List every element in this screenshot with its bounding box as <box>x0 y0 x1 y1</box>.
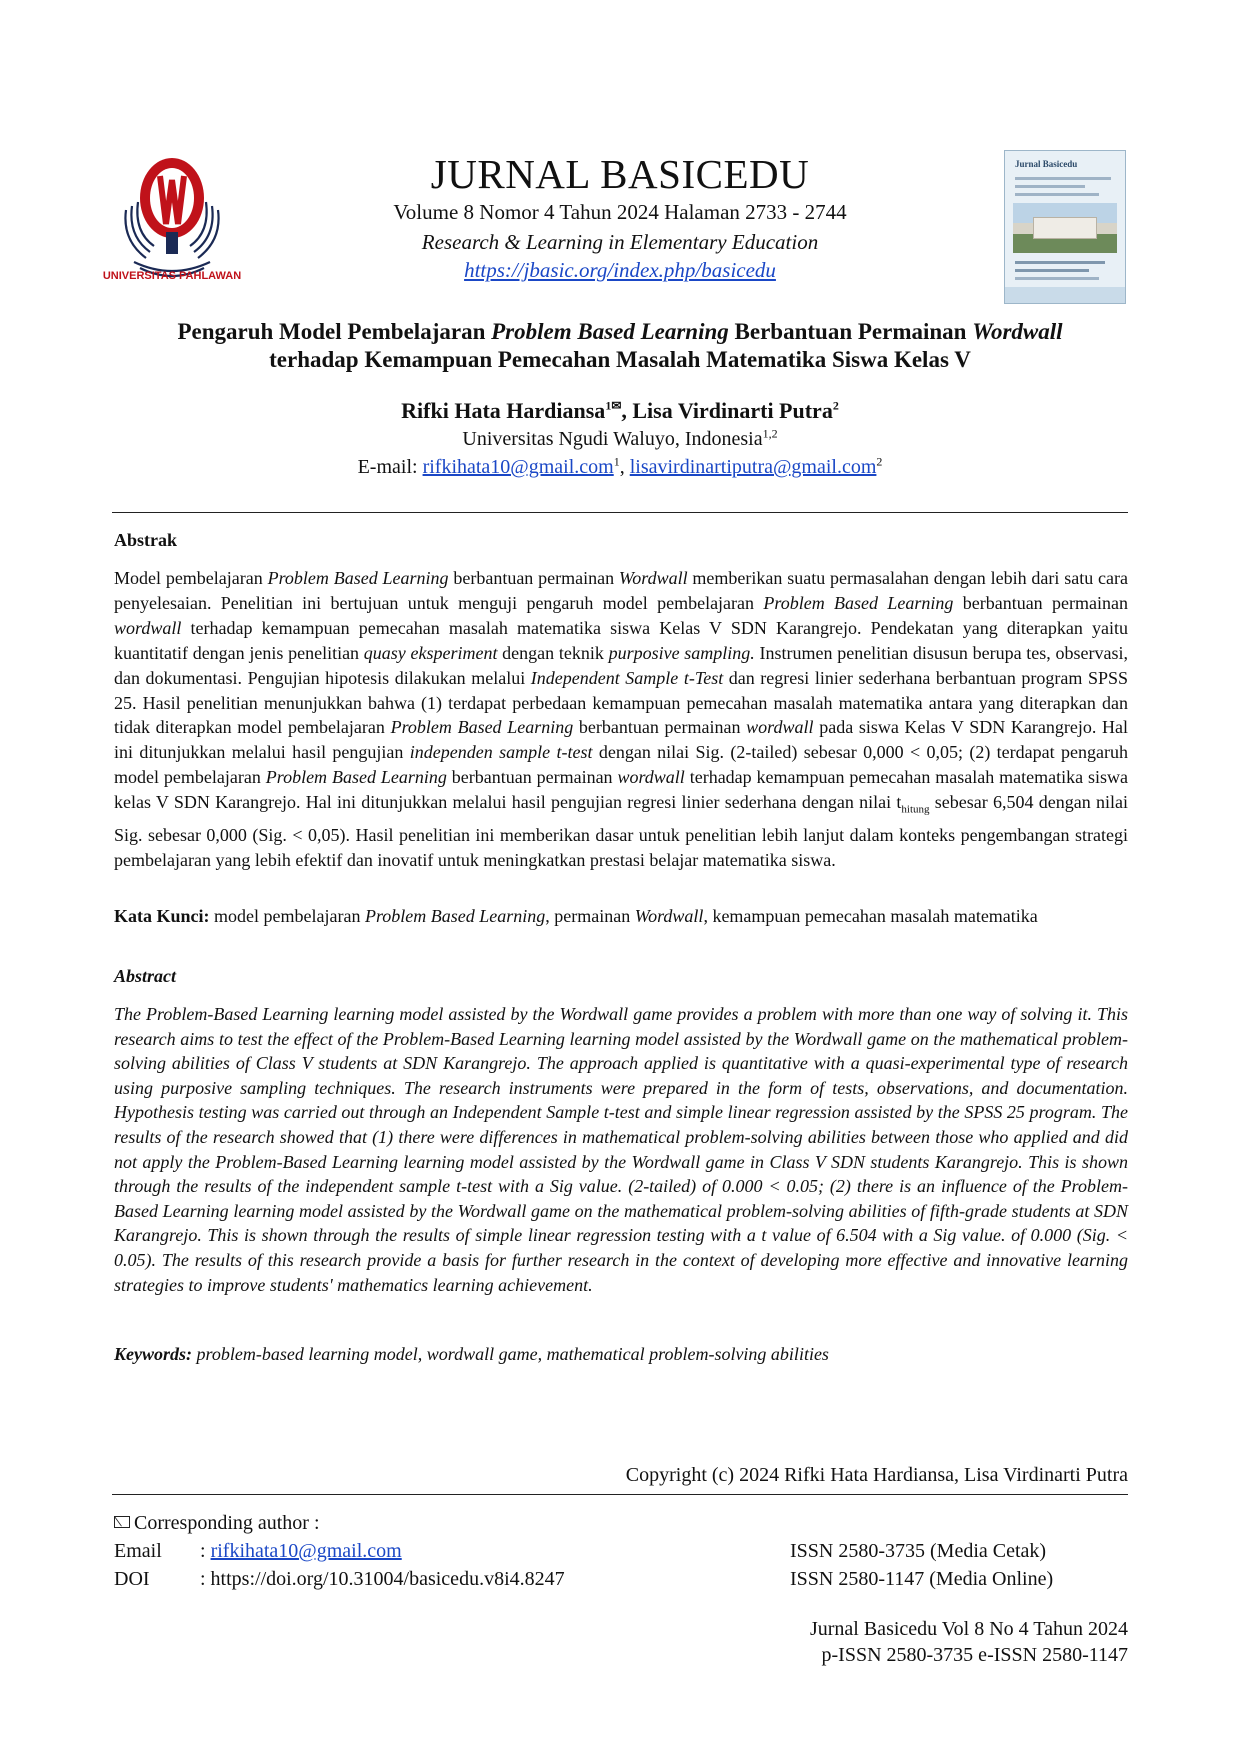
abstract-paragraph: The Problem-Based Learning learning model assisted by the Wordwall game provides a problem with more than one way of solving it. This research aims to test the effect of the Problem-Based Learning learning model assisted by the Wordwall game on the mathematical problem-solving abilities of Class V students at SDN Karangrejo. The approach applied is quantitative with a quasi-experimental type of research using purposive sampling techniques. The research instruments were prepared in the form of tests, observations, and documentation. Hypothesis testing was carried out through an Independent Sample t-test and simple linear regression assisted by the SPSS 25 program. The results of the research showed that (1) there were differences in mathematical problem-solving abilities between those who applied and did not apply the Problem-Based Learning learning model assisted by the Wordwall game in Class V SDN students Karangrejo. This is shown through the results of the independent sample t-test with a Sig value. (2-tailed) of 0.000 < 0.05; (2) there is an influence of the Problem-Based Learning learning model assisted by the Wordwall game on the mathematical problem-solving abilities of fifth-grade students at SDN Karangrejo. This is shown through the results of simple linear regression testing with a t value of 6.504 with a Sig value. of 0.000 (Sig. < 0.05). The results of this research provide a basis for further research in the context of developing more effective and innovative learning strategies to improve students' mathematics learning achievement. <box>114 1004 1128 1295</box>
author-emails: E-mail: rifkihata10@gmail.com$^1$, lisavirdinartiputra@gmail.com$^2$ <box>357 454 883 478</box>
email-link-1[interactable]: rifkihata10@gmail.com <box>422 456 614 478</box>
abstract-heading: Abstract <box>114 966 177 986</box>
logo-text: UNIVERSITAS PAHLAWAN <box>102 270 242 282</box>
abstrak-paragraph: Model pembelajaran Problem Based Learning berbantuan permainan Wordwall memberikan suatu permasalahan dengan lebih dari satu cara penyelesaian. Penelitian ini bertujuan untuk menguji pengaruh model pembelajaran Problem Based Learning berbantuan permainan wordwall terhadap kemampuan pemecahan masalah matematika siswa Kelas V SDN Karangrejo. Pendekatan yang diterapkan yaitu kuantitatif dengan jenis penelitian quasy eksperiment dengan teknik purposive sampling. Instrumen penelitian disusun berupa tes, observasi, dan dokumentasi. Pengujian hipotesis dilakukan melalui Independent Sample t-Test dan regresi linier sederhana berbantuan program SPSS 25. Hasil penelitian menunjukkan bahwa (1) terdapat perbedaan kemampuan pemecahan masalah matematika antara yang diterapkan dan tidak diterapkan model pembelajaran Problem Based Learning berbantuan permainan wordwall pada siswa Kelas V SDN Karangrejo. Hal ini ditunjukkan melalui hasil pengujian independen sample t-test dengan nilai Sig. (2-tailed) sebesar 0,000 < 0,05; (2) terdapat pengaruh model pembelajaran Problem Based Learning berbantuan permainan wordwall terhadap kemampuan pemecahan masalah matematika siswa kelas V SDN Karangrejo. Hal ini ditunjukkan melalui hasil pengujian regresi linier sederhana dengan nilai $t_{hitung}$ sebesar 6,504 dengan nilai Sig. sebesar 0,000 (Sig. < 0,05). Hasil penelitian ini memberikan dasar untuk penelitian lebih lanjut dalam konteks pengembangan strategi pembelajaran yang lebih efektif dan inovatif untuk meningkatkan prestasi belajar matematika siswa. <box>114 568 1128 870</box>
copyright-notice: Copyright (c) 2024 Rifki Hata Hardiansa, Lisa Virdinarti Putra <box>625 1464 1128 1486</box>
doi-value: : https://doi.org/10.31004/basicedu.v8i4.8247 <box>200 1568 565 1590</box>
affiliation: Universitas Ngudi Waluyo, Indonesia$^{1,2}$ <box>462 426 778 450</box>
author-2: Lisa Virdinarti Putra <box>632 398 833 423</box>
author-1: Rifki Hata Hardiansa <box>401 398 606 423</box>
author-list: Rifki Hata Hardiansa$^{1✉}$, Lisa Virdinarti Putra$^2$ <box>401 398 839 423</box>
corresponding-author: Corresponding author : <box>114 1512 320 1535</box>
envelope-icon <box>114 1516 130 1528</box>
journal-subtitle: Research & Learning in Elementary Education <box>421 230 819 254</box>
header-divider <box>112 512 1128 513</box>
corresponding-email-link[interactable]: rifkihata10@gmail.com <box>210 1540 402 1562</box>
doi-row: DOI : https://doi.org/10.31004/basicedu.v8i4.8247 <box>114 1568 565 1590</box>
email-link-2[interactable]: lisavirdinartiputra@gmail.com <box>629 456 877 478</box>
kata-kunci: Kata Kunci: model pembelajaran Problem Based Learning, permainan Wordwall, kemampuan pemecahan masalah matematika <box>114 906 1038 926</box>
corresponding-email-row: Email : rifkihata10@gmail.com <box>114 1540 402 1562</box>
abstrak-heading: Abstrak <box>114 530 178 550</box>
article-title: Pengaruh Model Pembelajaran Problem Based Learning Berbantuan Permainan Wordwall terhadap Kemampuan Pemecahan Masalah Matematika Siswa Kelas V <box>177 319 1063 372</box>
journal-volume-line: Volume 8 Nomor 4 Tahun 2024 Halaman 2733 - 2744 <box>393 200 847 224</box>
issn-footer-line: p-ISSN 2580-3735 e-ISSN 2580-1147 <box>821 1644 1128 1666</box>
keywords: Keywords: problem-based learning model, wordwall game, mathematical problem-solving abilities <box>114 1344 829 1364</box>
issn-online: ISSN 2580-1147 (Media Online) <box>790 1568 1054 1590</box>
issn-print: ISSN 2580-3735 (Media Cetak) <box>790 1540 1047 1562</box>
journal-url-link[interactable]: https://jbasic.org/index.php/basicedu <box>464 258 776 282</box>
journal-title: JURNAL BASICEDU <box>430 151 810 197</box>
footer-divider <box>112 1494 1128 1495</box>
cover-title: Jurnal Basicedu <box>1015 159 1078 169</box>
journal-url-line <box>0 258 1240 283</box>
journal-footer-line: Jurnal Basicedu Vol 8 No 4 Tahun 2024 <box>809 1618 1128 1640</box>
